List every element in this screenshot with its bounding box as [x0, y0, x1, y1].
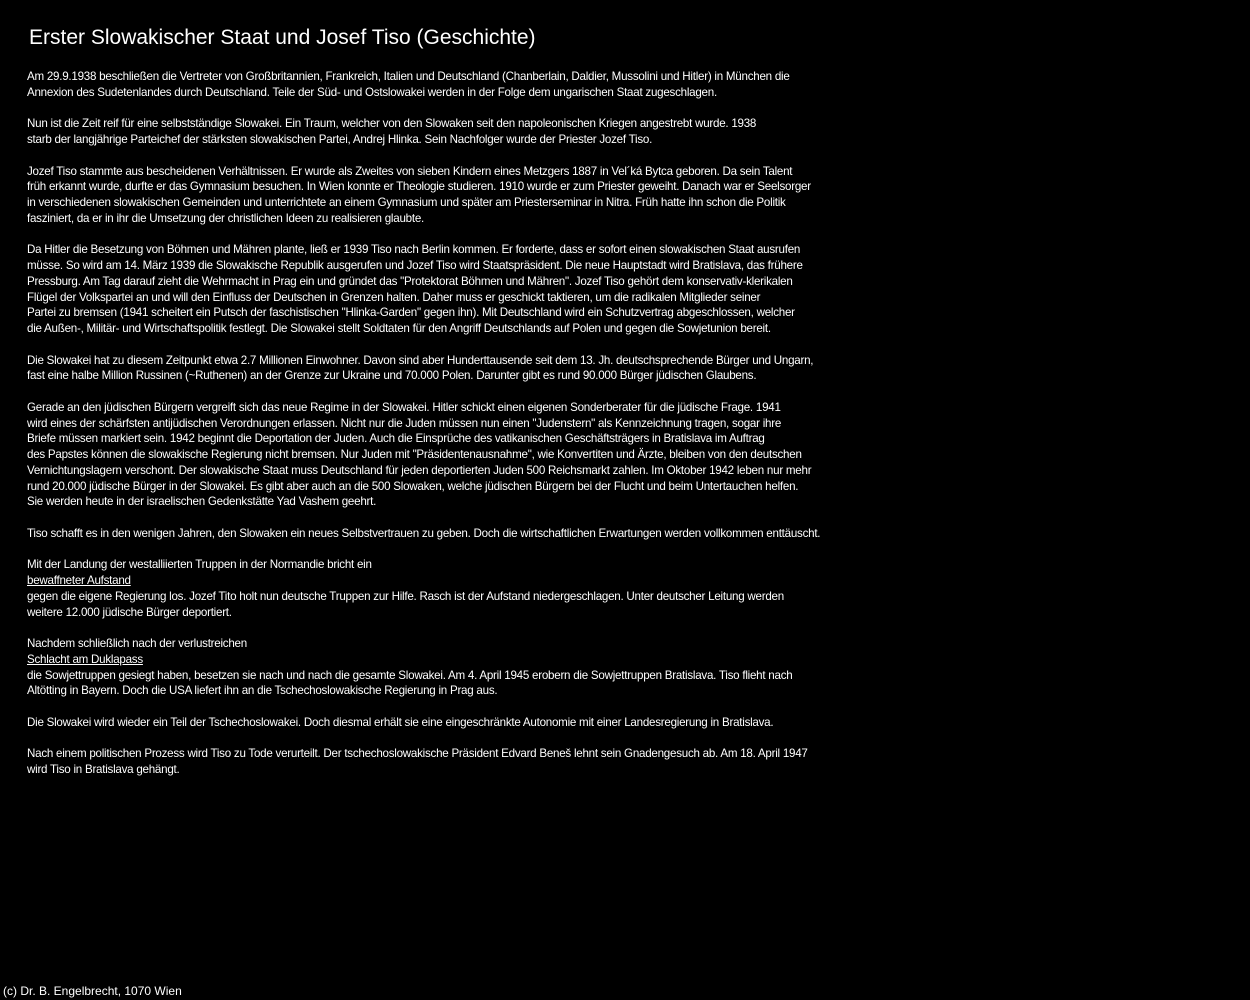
text-line: Tiso schafft es in den wenigen Jahren, den Slowaken ein neues Selbstvertrauen zu geben. Doch die wirtschaftlichen Erwartungen werden vollkommen enttäuscht. [27, 526, 821, 540]
text-line: Gerade an den jüdischen Bürgern vergreift sich das neue Regime in der Slowakei. Hitler schickt einen eigenen Sonderberater für die jüdische Frage. 1941 [27, 400, 781, 414]
paragraph-tiso-biography [27, 164, 907, 227]
text-line: gegen die eigene Regierung los. Jozef Tito holt nun deutsche Truppen zur Hilfe. Rasch ist der Aufstand niedergeschlagen. Unter deutscher Leitung werden [27, 589, 784, 603]
text-line: Flügel der Volkspartei an und will den Einfluss der Deutschen in Grenzen halten. Daher muss er geschickt taktieren, um die radikalen Mitglieder seiner [27, 290, 761, 304]
text-line: wird Tiso in Bratislava gehängt. [27, 763, 180, 776]
text-line: früh erkannt wurde, durfte er das Gymnasium besuchen. In Wien konnte er Theologie studieren. 1910 wurde er zum Priester geweiht. Danach war er Seelsorger [27, 180, 811, 194]
text-line: starb der langjährige Parteichef der stärksten slowakischen Partei, Andrej Hlinka. Sein Nachfolger wurde der Priester Jozef Tiso. [27, 133, 653, 146]
text-line: Jozef Tiso stammte aus bescheidenen Verhältnissen. Er wurde als Zweites von sieben Kindern eines Metzgers 1887 in Vel´ká Bytca geboren. Da sein Talent [27, 164, 793, 178]
text-line: die Außen-, Militär- und Wirtschaftspolitik festlegt. Die Slowakei stellt Soldtaten für den Angriff Deutschlands auf Polen und gegen die Sowjetunion bereit. [27, 322, 771, 335]
link-bewaffneter-aufstand[interactable]: bewaffneter Aufstand [27, 574, 131, 587]
article-body [27, 69, 907, 794]
text-line: Sie werden heute in der israelischen Gedenkstätte Yad Vashem geehrt. [27, 495, 377, 509]
paragraph-dukla-pass [27, 636, 907, 699]
text-line: Altötting in Bayern. Doch die USA liefert ihn an die Tschechoslowakische Regierung in Prag aus. [27, 684, 498, 698]
text-line: Nach einem politischen Prozess wird Tiso zu Tode verurteilt. Der tschechoslowakische Präsident Edvard Beneš lehnt sein Gnadengesuch ab. Am 18. April 1947 [27, 747, 808, 761]
text-line: müsse. So wird am 14. März 1939 die Slowakische Republik ausgerufen und Jozef Tiso wird Staatspräsident. Die neue Hauptstadt wird Bratislava, das frühere [27, 259, 803, 272]
paragraph-self-confidence [27, 526, 907, 542]
text-line: Mit der Landung der westalliierten Truppen in der Normandie bricht ein [27, 558, 372, 572]
text-line: des Papstes können die slowakische Regierung nicht bremsen. Nur Juden mit "Präsidentenausnahme", wie Konvertiten und Ärzte, bleiben von den deutschen [27, 448, 802, 461]
paragraph-slovak-republic [27, 242, 907, 337]
text-line: Am 29.9.1938 beschließen die Vertreter von Großbritannien, Frankreich, Italien und Deutschland (Chanberlain, Daldier, Mussolini und Hitler) in München die [27, 70, 790, 83]
paragraph-population [27, 353, 907, 385]
link-schlacht-am-duklapass[interactable]: Schlacht am Duklapass [27, 652, 143, 666]
text-line: Briefe müssen markiert sein. 1942 beginnt die Deportation der Juden. Auch die Einsprüche des vatikanischen Geschäftsträgers in Bratislava im Auftrag [27, 432, 765, 446]
paragraph-munich-agreement [27, 69, 907, 101]
text-line: Annexion des Sudetenlandes durch Deutschland. Teile der Süd- und Ostslowakei werden in der Folge dem ungarischen Staat zugeschlagen. [27, 85, 717, 99]
text-line: Nun ist die Zeit reif für eine selbstständige Slowakei. Ein Traum, welcher von den Slowaken seit den napoleonischen Kriegen angestrebt wurde. 1938 [27, 117, 757, 131]
paragraph-execution [27, 746, 907, 778]
paragraph-jewish-persecution [27, 400, 907, 510]
text-line: weitere 12.000 jüdische Bürger deportiert. [27, 605, 232, 619]
text-line: Vernichtungslagern verschont. Der slowakische Staat muss Deutschland für jeden deportierten Juden 500 Reichsmarkt zahlen. Im Oktober 1942 leben nur mehr [27, 463, 812, 477]
paragraph-uprising [27, 557, 907, 620]
text-line: rund 20.000 jüdische Bürger in der Slowakei. Es gibt aber auch an die 500 Slowaken, welche jüdischen Bürgern bei der Flucht und beim Untertauchen helfen. [27, 479, 799, 493]
text-line: die Sowjettruppen gesiegt haben, besetzen sie nach und nach die gesamte Slowakei. Am 4. April 1945 erobern die Sowjettruppen Bratislava. Tiso flieht nach [27, 668, 793, 682]
paragraph-independence [27, 116, 907, 148]
text-line: fast eine halbe Million Russinen (~Ruthenen) an der Grenze zur Ukraine und 70.000 Polen. Darunter gibt es rund 90.000 Bürger jüdischen Glaubens. [27, 369, 757, 383]
text-line: Die Slowakei hat zu diesem Zeitpunkt etwa 2.7 Millionen Einwohner. Davon sind aber Hunderttausende seit dem 13. Jh. deutschsprechende Bürger und Ungarn, [27, 353, 814, 367]
text-line: fasziniert, da er in ihr die Umsetzung der christlichen Ideen zu realisieren glaubte. [27, 211, 424, 225]
copyright-footer: (c) Dr. B. Engelbrecht, 1070 Wien [3, 984, 182, 998]
text-line: wird eines der schärfsten antijüdischen Verordnungen erlassen. Nicht nur die Juden müssen nun einen "Judenstern" als Kennzeichnung tragen, sogar ihre [27, 416, 782, 430]
text-line: Die Slowakei wird wieder ein Teil der Tschechoslowakei. Doch diesmal erhält sie eine eingeschränkte Autonomie mit einer Landesregierung in Bratislava. [27, 715, 774, 729]
text-line: Da Hitler die Besetzung von Böhmen und Mähren plante, ließ er 1939 Tiso nach Berlin kommen. Er forderte, dass er sofort einen slowakischen Staat ausrufen [27, 243, 801, 257]
text-line: Nachdem schließlich nach der verlustreichen [27, 637, 247, 650]
text-line: in verschiedenen slowakischen Gemeinden und unterrichtete an einem Gymnasium und später am Priesterseminar in Nitra. Früh hatte ihn schon die Politik [27, 196, 786, 209]
page-title: Erster Slowakischer Staat und Josef Tiso (Geschichte) [29, 26, 536, 49]
text-line: Partei zu bremsen (1941 scheitert ein Putsch der faschistischen "Hlinka-Garden" gegen ihn). Mit Deutschland wird ein Schutzvertrag abgeschlossen, welcher [27, 306, 795, 320]
paragraph-czechoslovakia [27, 715, 907, 731]
text-line: Pressburg. Am Tag darauf zieht die Wehrmacht in Prag ein und gründet das "Protektorat Böhmen und Mähren". Jozef Tiso gehört dem konservativ-klerikalen [27, 274, 793, 288]
